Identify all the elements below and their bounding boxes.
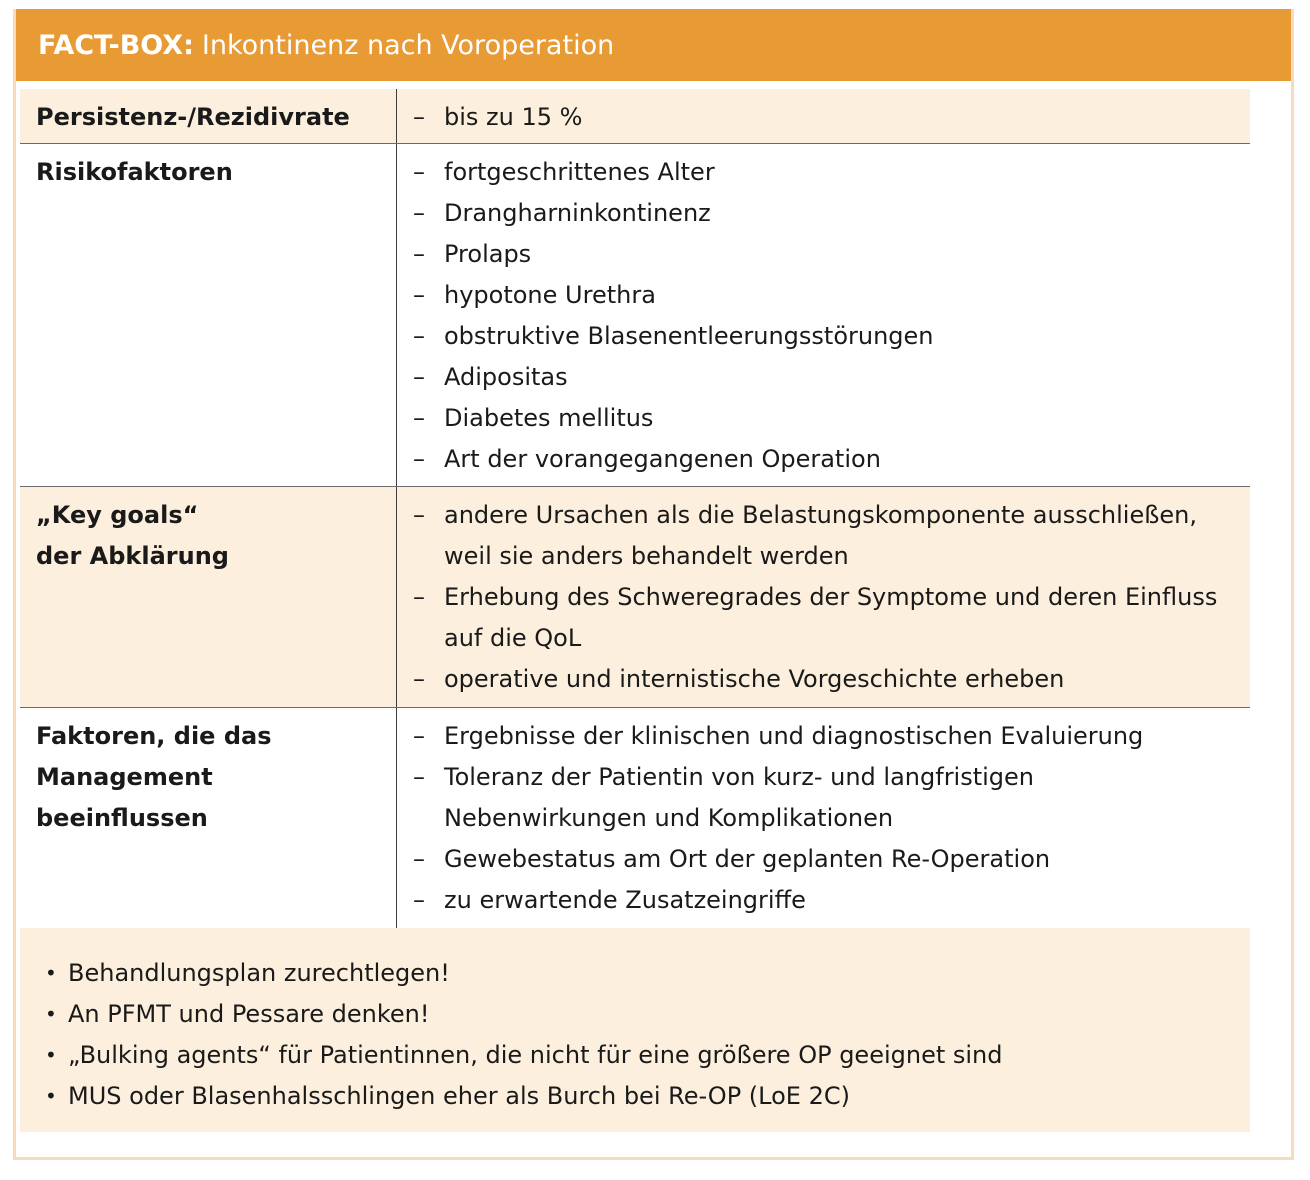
list-item: – Prolaps — [413, 240, 532, 268]
recommendations-panel — [20, 928, 1250, 1132]
list-item: – hypotone Urethra — [413, 281, 656, 309]
list-item: – zu erwartende Zusatzeingriffe — [413, 886, 806, 914]
list-item: – Adipositas — [413, 363, 568, 391]
list-item: – bis zu 15 % — [413, 103, 583, 131]
list-item: – operative und internistische Vorgeschichte erheben — [413, 665, 1065, 693]
table-row-faktoren-management — [20, 708, 1250, 929]
row-content — [397, 89, 1250, 143]
fact-box-header — [16, 9, 1291, 81]
row-label: Persistenz-/Rezidivrate — [20, 89, 397, 143]
table-row-rezidivrate — [20, 89, 1250, 144]
table-row-risikofaktoren — [20, 144, 1250, 487]
list-item: – Gewebestatus am Ort der geplanten Re-Operation — [413, 845, 1051, 873]
row-label: „Key goals“ der Abklärung — [20, 487, 397, 707]
row-label: Risikofaktoren — [20, 144, 397, 486]
list-item: – andere Ursachen als die Belastungskomponente ausschließen, weil sie anders behandelt werden — [413, 501, 1197, 570]
fact-table — [20, 89, 1250, 929]
row-content — [397, 144, 1250, 486]
row-content — [397, 487, 1250, 707]
row-content — [397, 708, 1250, 928]
list-item: – obstruktive Blasenentleerungsstörungen — [413, 322, 934, 350]
recommendation-item: • An PFMT und Pessare denken! — [45, 1000, 430, 1028]
list-item: – Drangharninkontinenz — [413, 199, 711, 227]
fact-box-label: FACT-BOX: — [38, 29, 194, 61]
list-item: – Toleranz der Patientin von kurz- und langfristigen Nebenwirkungen und Komplikationen — [413, 763, 1035, 832]
list-item: – Erhebung des Schweregrades der Symptome und deren Einfluss auf die QoL — [413, 583, 1218, 652]
recommendation-item: • Behandlungsplan zurechtlegen! — [45, 959, 450, 987]
list-item: – Art der vorangegangenen Operation — [413, 445, 881, 473]
fact-box-title: Inkontinenz nach Voroperation — [201, 29, 615, 61]
list-item: – Ergebnisse der klinischen und diagnostischen Evaluierung — [413, 722, 1144, 750]
list-item: – Diabetes mellitus — [413, 404, 654, 432]
list-item: – fortgeschrittenes Alter — [413, 158, 715, 186]
recommendation-item: • MUS oder Blasenhalsschlingen eher als Burch bei Re-OP (LoE 2C) — [45, 1082, 850, 1110]
recommendation-item: • „Bulking agents“ für Patientinnen, die nicht für eine größere OP geeignet sind — [45, 1041, 1003, 1069]
table-row-key-goals — [20, 487, 1250, 708]
row-label: Faktoren, die das Management beeinflussen — [20, 708, 397, 928]
